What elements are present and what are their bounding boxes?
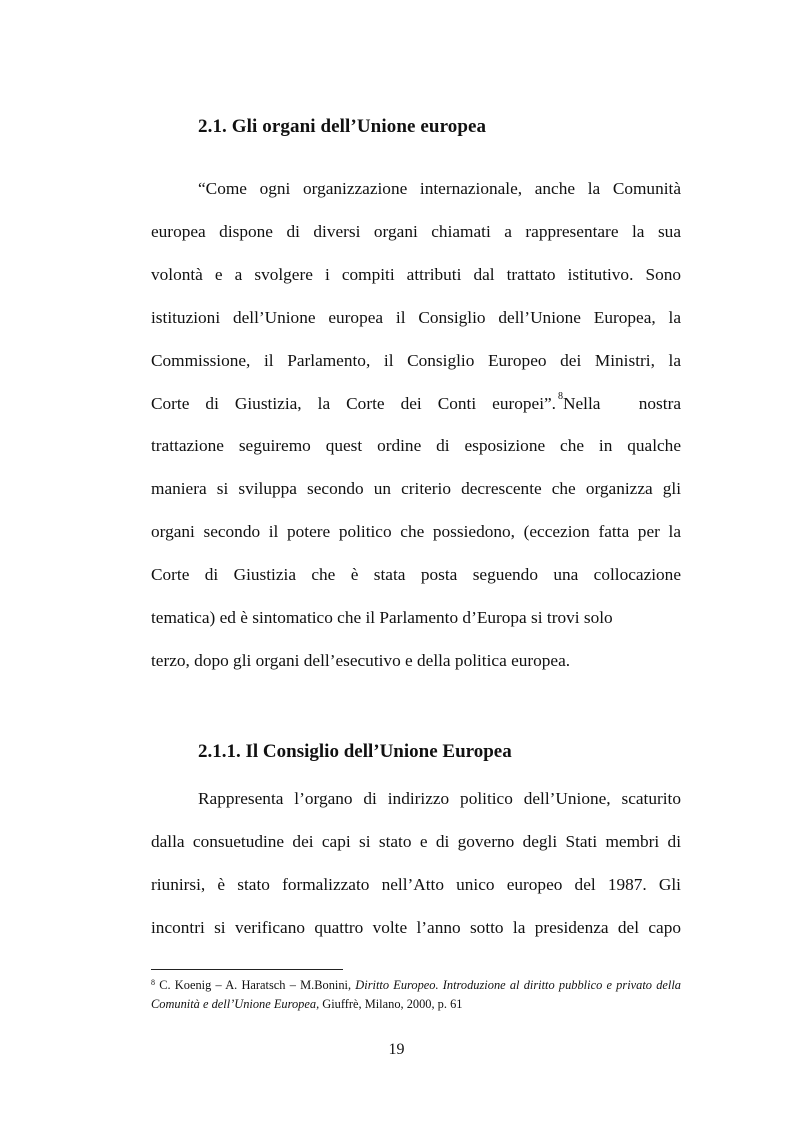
text-line: tematica) ed è sintomatico che il Parlamento d’Europa si trovi solo [151, 608, 613, 628]
text-line: Commissione, il Parlamento, il Consiglio Europeo dei Ministri, la [151, 350, 681, 370]
text-line: europea dispone di diversi organi chiamati a rappresentare la sua [151, 221, 681, 241]
text-line: “Come ogni organizzazione internazionale, anche la Comunità [198, 179, 681, 198]
text-line: Rappresenta l’organo di indirizzo politico dell’Unione, scaturito [198, 789, 681, 808]
footnote-authors: C. Koenig – A. Haratsch – M.Bonini, [159, 978, 352, 992]
text-line: organi secondo il potere politico che possiedono, (eccezion fatta per la [151, 522, 681, 542]
footnote-8 [151, 977, 681, 1013]
footnote-reference[interactable]: 8 [558, 390, 563, 402]
text-line-with-footnote [151, 383, 681, 426]
text-line: Corte di Giustizia che è stata posta seguendo una collocazione [151, 565, 681, 585]
text-line: maniera si sviluppa secondo un criterio decrescente che organizza gli [151, 479, 681, 499]
text-line-segment-text: Corte di Giustizia, la Corte dei Conti europei”. [151, 393, 556, 413]
text-line: volontà e a svolgere i compiti attributi dal trattato istitutivo. Sono [151, 264, 681, 284]
text-line-segment: Nella nostra [563, 393, 681, 413]
page-number: 19 [388, 1041, 405, 1058]
footnote-title: Diritto Europeo. Introduzione al diritto pubblico e privato della Comunità e dell’Unione Europea, [151, 978, 681, 1011]
text-line: riunirsi, è stato formalizzato nell’Atto unico europeo del 1987. Gli [151, 874, 681, 894]
text-line: trattazione seguiremo quest ordine di esposizione che in qualche [151, 436, 681, 456]
paragraph-gli-organi [151, 168, 681, 683]
text-line: terzo, dopo gli organi dell’esecutivo e della politica europea. [151, 650, 571, 670]
text-line: incontri si verificano quattro volte l’anno sotto la presidenza del capo [151, 917, 681, 937]
paragraph-consiglio [151, 778, 681, 950]
text-line: dalla consuetudine dei capi si stato e di governo degli Stati membri di [151, 831, 681, 851]
footnote-publisher: Giuffrè, Milano, 2000, p. 61 [322, 996, 463, 1011]
text-line: istituzioni dell’Unione europea il Consiglio dell’Unione Europea, la [151, 307, 681, 327]
footnote-divider [151, 969, 343, 970]
section-heading: 2.1. Gli organi dell’Unione europea [198, 116, 487, 137]
text-line-segment [151, 383, 556, 426]
footnote-number: 8 [151, 978, 155, 987]
subsection-heading: 2.1.1. Il Consiglio dell’Unione Europea [198, 741, 512, 762]
